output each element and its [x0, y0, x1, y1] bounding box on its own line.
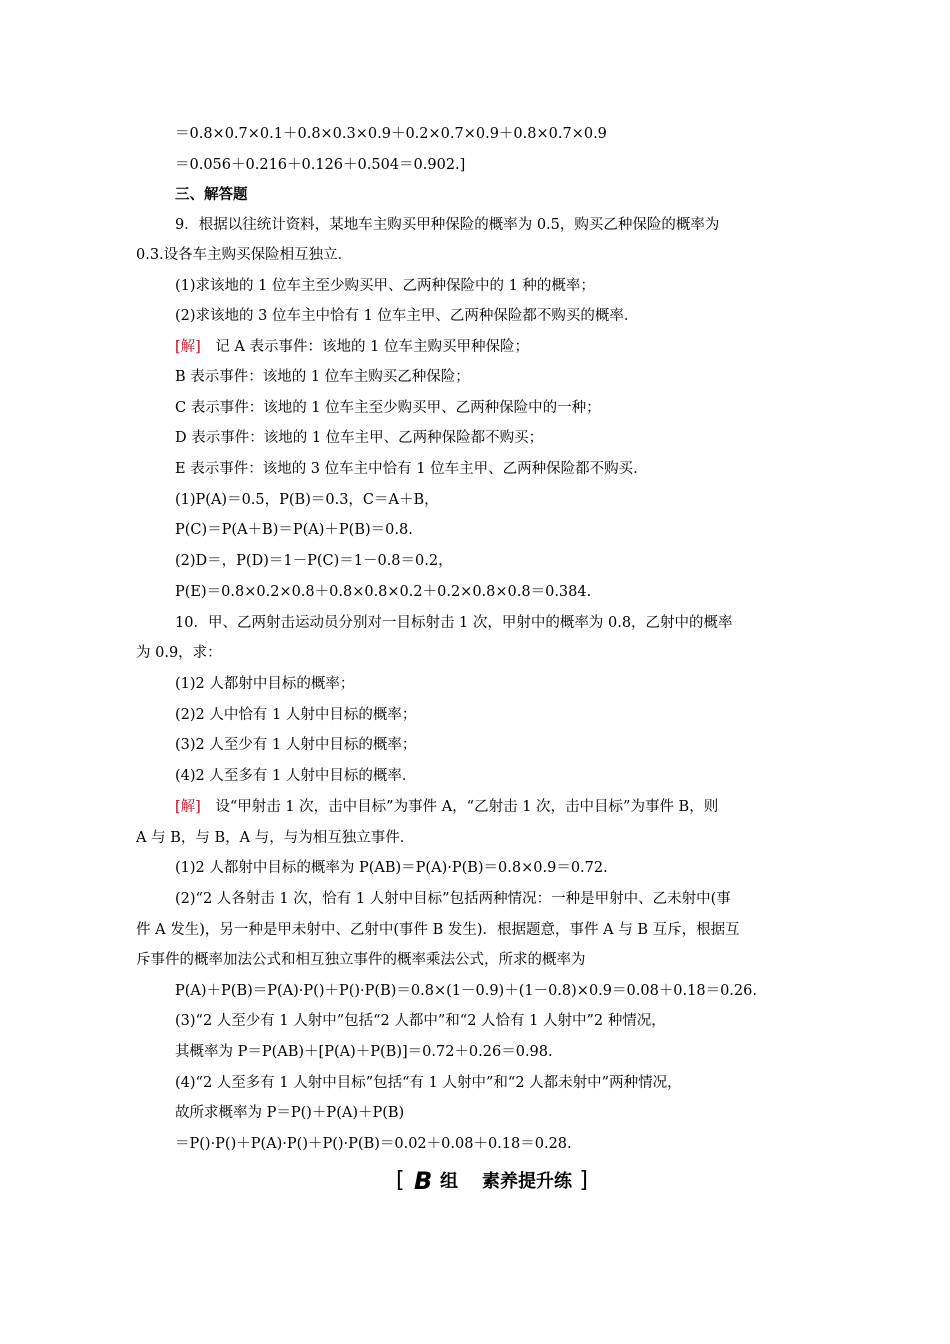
text-line: B 表示事件：该地的 1 位车主购买乙种保险；: [175, 369, 470, 385]
group-letter: B: [414, 1167, 433, 1195]
text-line: E 表示事件：该地的 3 位车主中恰有 1 位车主甲、乙两种保险都不购买．: [175, 461, 648, 477]
bracket-left: [: [396, 1168, 405, 1193]
text-line: (2)求该地的 3 位车主中恰有 1 位车主甲、乙两种保险都不购买的概率．: [175, 308, 639, 324]
text-line: 为 0.9，求：: [136, 645, 222, 661]
text-line: (4)2 人至多有 1 人射中目标的概率．: [175, 768, 417, 784]
text-line: (1)求该地的 1 位车主至少购买甲、乙两种保险中的 1 种的概率；: [175, 278, 595, 294]
banner-title: 素养提升练: [482, 1171, 572, 1192]
question-9: 9．根据以往统计资料，某地车主购买甲种保险的概率为 0.5，购买乙种保险的概率为: [175, 217, 720, 233]
text-line: P(A)＋P(B)＝P(A)·P()＋P()·P(B)＝0.8×(1－0.9)＋(1－0.8)×0.9＝0.08＋0.18＝0.26.: [175, 983, 757, 999]
solution-line: [解] 记 A 表示事件：该地的 1 位车主购买甲种保险；: [175, 339, 529, 355]
text-line: (2)“2 人各射击 1 次，恰有 1 人射中目标”包括两种情况：一种是甲射中、乙未射中(事: [175, 891, 731, 907]
text-line: 其概率为 P＝P(AB)＋[P(A)＋P(B)]＝0.72＋0.26＝0.98.: [175, 1044, 553, 1060]
group-label: 组: [440, 1171, 458, 1192]
solution-tag: [解]: [175, 339, 201, 355]
section-banner: [396, 1166, 588, 1196]
text-line: (1)2 人都射中目标的概率为 P(AB)＝P(A)·P(B)＝0.8×0.9＝0.72.: [175, 860, 608, 876]
solution-tag: [解]: [175, 799, 201, 815]
question-10: 10．甲、乙两射击运动员分别对一目标射击 1 次，甲射中的概率为 0.8，乙射中的概率: [175, 615, 733, 631]
text-line: 故所求概率为 P＝P()＋P(A)＋P(B): [175, 1105, 405, 1121]
bracket-right: ]: [579, 1168, 588, 1193]
section-heading: 三、解答题: [175, 186, 248, 203]
text-line: A 与 B，与 B，A 与，与为相互独立事件．: [136, 830, 415, 846]
text-line: (4)“2 人至多有 1 人射中目标”包括“有 1 人射中”和“2 人都未射中”两种情况，: [175, 1075, 682, 1091]
text-line: (2)D＝，P(D)＝1－P(C)＝1－0.8＝0.2，: [175, 553, 453, 569]
text-line: ＝P()·P()＋P(A)·P()＋P()·P(B)＝0.02＋0.08＋0.18＝0.28.: [175, 1136, 572, 1152]
solution-line: [解] 设“甲射击 1 次，击中目标”为事件 A，“乙射击 1 次，击中目标”为事件 B，则: [175, 799, 719, 815]
text-line: D 表示事件：该地的 1 位车主甲、乙两种保险都不购买；: [175, 430, 544, 446]
text-line: P(E)＝0.8×0.2×0.8＋0.8×0.8×0.2＋0.2×0.8×0.8＝0.384.: [175, 584, 592, 600]
text-line: (2)2 人中恰有 1 人射中目标的概率；: [175, 707, 417, 723]
text-line: (3)2 人至少有 1 人射中目标的概率；: [175, 737, 417, 753]
text-line: ＝0.8×0.7×0.1＋0.8×0.3×0.9＋0.2×0.7×0.9＋0.8×0.7×0.9: [175, 126, 607, 142]
text-line: P(C)＝P(A＋B)＝P(A)＋P(B)＝0.8.: [175, 522, 413, 538]
text-line: 0.3.设各车主购买保险相互独立．: [136, 247, 353, 263]
text-line: 件 A 发生)，另一种是甲未射中、乙射中(事件 B 发生)．根据题意，事件 A 与 B 互斥，根据互: [136, 922, 740, 938]
text-line: C 表示事件：该地的 1 位车主至少购买甲、乙两种保险中的一种；: [175, 400, 601, 416]
text-line: 斥事件的概率加法公式和相互独立事件的概率乘法公式，所求的概率为: [136, 952, 586, 968]
text-line: (3)“2 人至少有 1 人射中”包括“2 人都中”和“2 人恰有 1 人射中”2 种情况，: [175, 1013, 666, 1029]
text-line: (1)P(A)＝0.5，P(B)＝0.3，C＝A＋B，: [175, 492, 439, 508]
text-line: (1)2 人都射中目标的概率；: [175, 676, 355, 692]
text-line: ＝0.056＋0.216＋0.126＋0.504＝0.902.]: [175, 157, 466, 173]
